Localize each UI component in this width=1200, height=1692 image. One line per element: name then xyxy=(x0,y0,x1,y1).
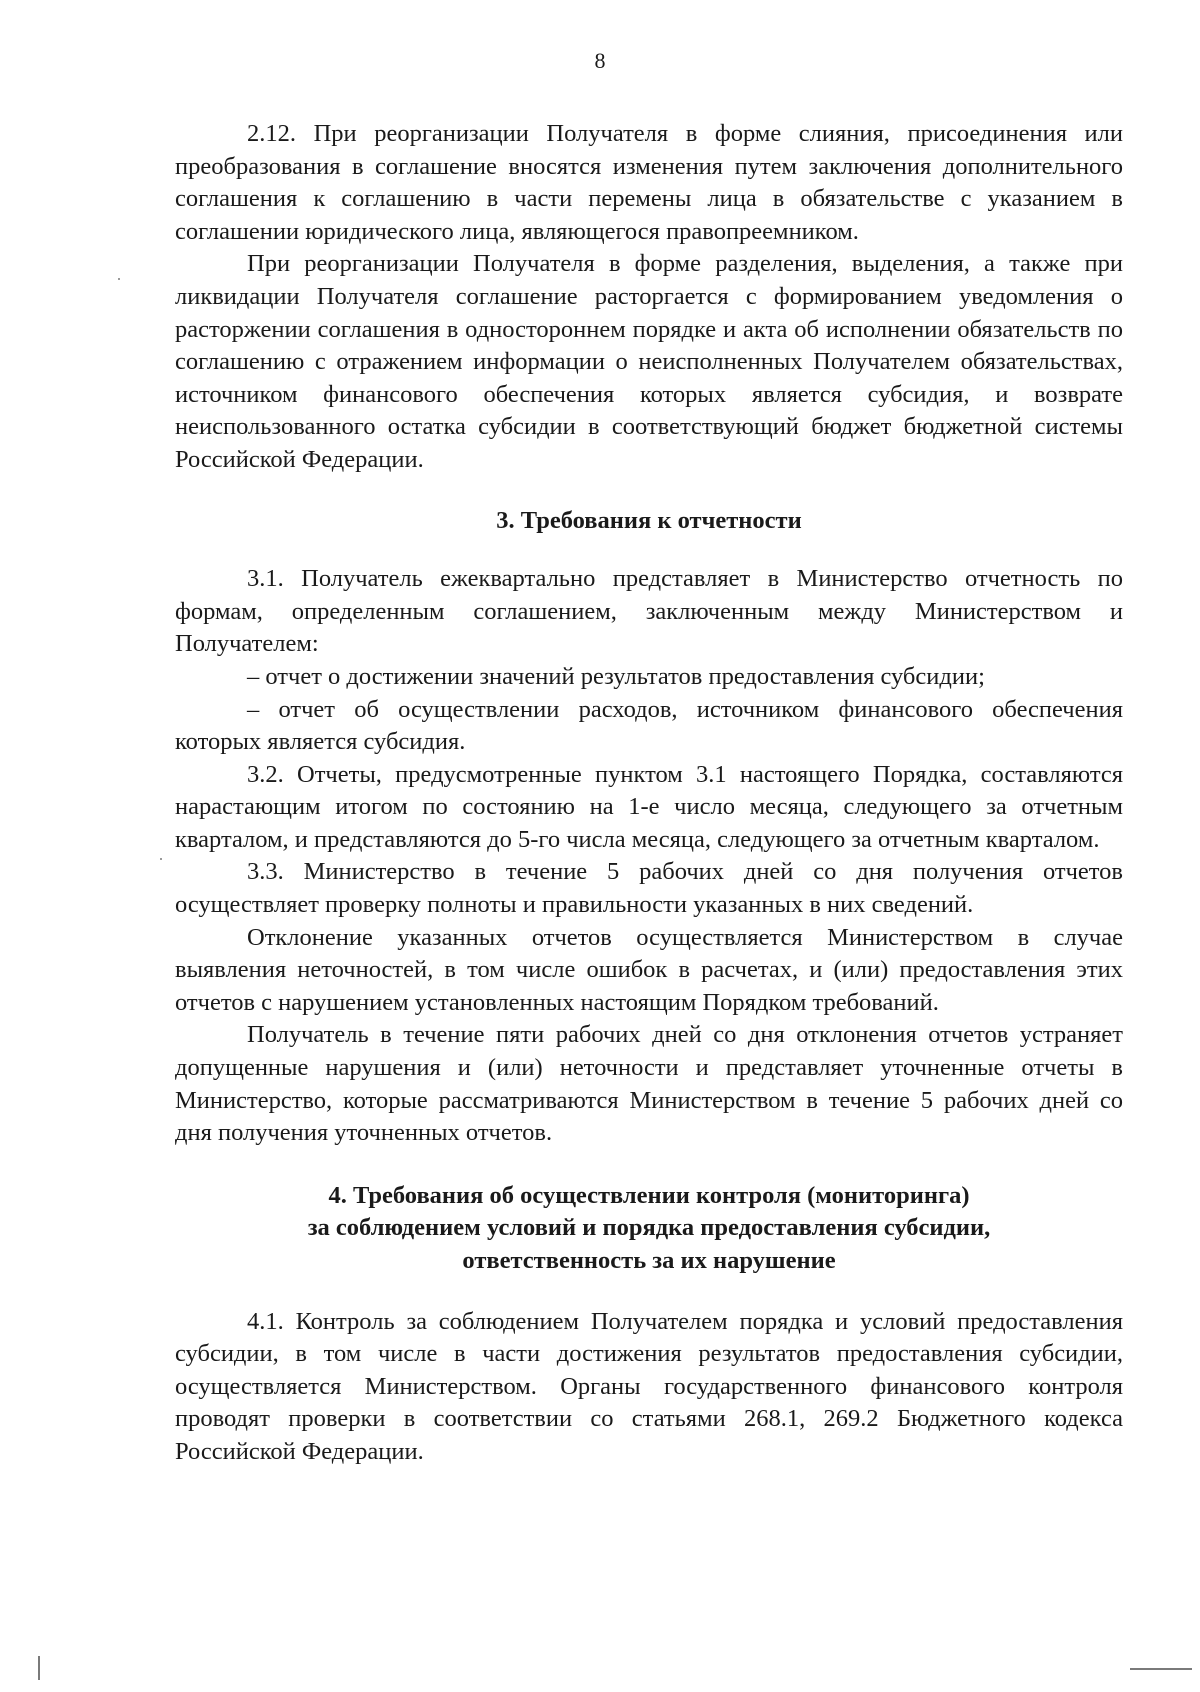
list-item-report-results: – отчет о достижении значений результатов предоставления субсидии; xyxy=(247,662,985,690)
paragraph-2-12: 2.12. При реорганизации Получателя в форме слияния, присоединения или преобразования в соглашение вносятся изменения путем заключения дополнительного соглашения к соглашению в части перемены лица в обязательстве с указанием в соглашении юридического лица, являющегося правопреемником. xyxy=(175,120,1123,245)
scan-artifact-dot xyxy=(118,278,120,280)
page-number: 8 xyxy=(594,48,606,73)
section-4-heading xyxy=(175,1180,1123,1278)
section-4-heading-line-3: ответственность за их нарушение xyxy=(462,1247,836,1274)
paragraph-3-3: 3.3. Министерство в течение 5 рабочих дней со дня получения отчетов осуществляет проверку полноты и правильности указанных в них сведений. xyxy=(175,858,1123,919)
list-item-report-expenses: – отчет об осуществлении расходов, источником финансового обеспечения которых является субсидия. xyxy=(175,695,1123,756)
scan-artifact-dot xyxy=(160,858,162,860)
paragraph-3-2: 3.2. Отчеты, предусмотренные пунктом 3.1 настоящего Порядка, составляются нарастающим итогом по состоянию на 1-е число месяца, следующего за отчетным кварталом, и представляются до 5-го числа месяца, следующего за отчетным кварталом. xyxy=(175,760,1123,853)
paragraph-4-1: 4.1. Контроль за соблюдением Получателем порядка и условий предоставления субсидии, в том числе в части достижения результатов предоставления субсидии, осуществляется Министерством. Органы государственного финансового контроля проводят проверки в соответствии со статьями 268.1, 269.2 Бюджетного кодекса Российской Федерации. xyxy=(175,1307,1123,1465)
section-4-heading-line-2: за соблюдением условий и порядка предоставления субсидии, xyxy=(307,1214,991,1242)
paragraph-reorganization: При реорганизации Получателя в форме разделения, выделения, а также при ликвидации Получателя соглашение расторгается с формированием уведомления о расторжении соглашения в одностороннем порядке и акта об исполнении обязательств по соглашению с отражением информации о неисполненных Получателем обязательствах, источником финансового обеспечения которых является субсидия, и возврате неиспользованного остатка субсидии в соответствующий бюджет бюджетной системы Российской Федерации. xyxy=(175,250,1123,473)
paragraph-3-1: 3.1. Получатель ежеквартально представляет в Министерство отчетность по формам, определенным соглашением, заключенным между Министерством и Получателем: xyxy=(175,565,1123,658)
scan-artifact-right xyxy=(1130,1668,1192,1670)
document-body xyxy=(175,118,1123,1469)
section-4-heading-line-1: 4. Требования об осуществлении контроля (мониторинга) xyxy=(328,1181,970,1209)
paragraph-correction: Получатель в течение пяти рабочих дней со дня отклонения отчетов устраняет допущенные нарушения и (или) неточности и представляет уточненные отчеты в Министерство, которые рассматриваются Министерством в течение 5 рабочих дней со дня получения уточненных отчетов. xyxy=(175,1021,1123,1147)
paragraph-rejection: Отклонение указанных отчетов осуществляется Министерством в случае выявления неточностей, в том числе ошибок в расчетах, и (или) предоставления этих отчетов с нарушением установленных настоящим Порядком требований. xyxy=(175,923,1123,1016)
section-3-heading: 3. Требования к отчетности xyxy=(496,506,802,534)
scan-artifact-left xyxy=(38,1656,40,1680)
